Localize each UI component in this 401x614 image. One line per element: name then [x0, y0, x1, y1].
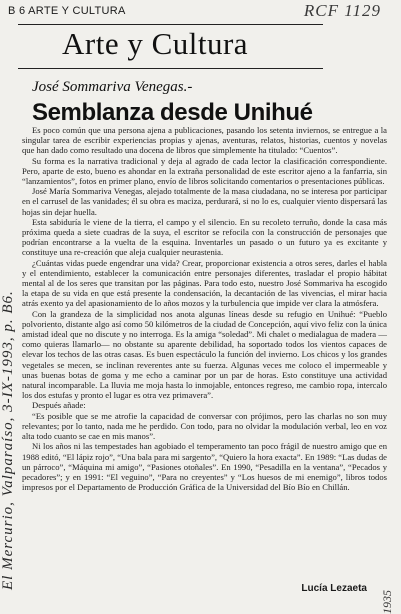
paragraph: ¿Cuántas vidas puede engendrar una vida? Crear, proporcionar existencia a otros seres, darles el habla y el entendimiento, establecer la comunicación entre personajes diferentes, trasladar el propio hábitat mental al de los seres que transitan por las páginas. Para todo esto, nuestro José Sommariva ha escogido la etapa de su vida en que está presente la condensación, la decantación de las vivencias, el mirar hacia atrás exento ya del apasionamiento de lo años mozos y la turbulencia que impide ver clara la atmósfera.: [22, 257, 387, 309]
handwritten-corner-number: 1935: [380, 590, 394, 614]
section-label: B 6 ARTE Y CULTURA: [8, 5, 126, 17]
author-signature: Lucía Lezaeta: [301, 583, 367, 594]
paragraph: José María Sommariva Venegas, alejado totalmente de la masa ciudadana, no se interesa por participar en el carrusel de las vanidades; él su obra es maciza, perdurará, si no lo es, cualquier viento dispersará las hojas sin dejar huella.: [22, 186, 387, 217]
page-header: [8, 3, 393, 21]
banner-rule-bottom: [18, 68, 323, 69]
paragraph: “Es posible que se me atrofie la capacidad de conversar con prójimos, pero las charlas no son muy relevantes; por lo tanto, nada me he perdido. Con todo, para no olvidar la modulación verbal, leo en voz alta todo cuanto se cae en mis manos”.: [22, 410, 387, 442]
paragraph: Con la grandeza de la simplicidad nos anota algunas líneas desde su refugio en Unihué: “Pueblo polvoriento, distante algo así como 50 kilómetros de la ciudad de Concepción, aquí vivo feliz con la única amistad ideal que no discute y no interroga. Es la amiga “soledad”. Mi chalet o medialagua de madera —como quieras llamarlo— no obstante su aparente debilidad, ha soportado todos los vientos capaces de elevar los techos de las otras casas. Es buen espectáculo la función del invierno. Los chicos y los grandes vegetales se mecen, se inclinan reverentes ante su fuerza. Algunas veces me coloco el impermeable y unas buenas botas de goma y me echo a caminar por un par de horas. Esto constituye una actividad natural incomparable. La lluvia me moja hasta lo inmojable, entonces regreso, me cambio ropa, intercalo los dos estufas y pronto el lugar es otra vez primavera”.: [22, 308, 387, 401]
paragraph: Su forma es la narrativa tradicional y deja al agrado de cada lector la clasificación correspondiente. Pero, aparte de esto, bueno es ahondar en la extraña personalidad de este escritor ajeno a la fanfarria, sin “lanzamientos”, fotos en primer plano, envío de libros solicitando comentarios o presentaciones públicas.: [22, 155, 387, 187]
paragraph: Es poco común que una persona ajena a publicaciones, pasando los setenta inviernos, se entregue a la singular tarea de escribir experiencias propias y ajenas, aventuras, relatos, historias, cuentos y novelas que han dado como resultado una docena de libros que simplemente ha titulado: “Cuentos”.: [22, 125, 387, 156]
section-banner: Arte y Cultura: [62, 26, 249, 61]
archive-code-handwritten: RCF 1129: [303, 1, 381, 20]
banner-rule-top: [18, 24, 323, 25]
article-body: [22, 125, 387, 577]
byline: José Sommariva Venegas.-: [32, 79, 193, 95]
headline: Semblanza desde Unihué: [32, 99, 313, 126]
paragraph: Esta sabiduría le viene de la tierra, el campo y el silencio. En su recoleto terruño, donde la casa más próxima queda a siete cuadras de la suya, el escritor se refocila con la construcción de personajes que podrían encontrarse a la vuelta de la esquina. Inventarles un pasado o un futuro ya es excitante y constituye una re-creación que aleja cualquier neurastenia.: [22, 216, 387, 258]
paragraph: Ni los años ni las tempestades han agobiado el temperamento tan poco frágil de nuestro amigo que en 1988 editó, “El lápiz rojo”, “Una bala para mi sargento”, “Quiero la hora exacta”. En 1989: “Las dudas de un párroco”, “Máquina mi amigo”, “Pasiones otoñales”. En 1990, “Pesadilla en la ventana”, “Pecados y pecadores”; y en 1991: “El veguino”, “Para no creyentes” y “Los huesos de mi enemigo”, libros todos impresos por el Departamento de Producción Gráfica de la Universidad del Bío Bío en Chillán.: [22, 441, 387, 493]
handwritten-margin-citation: El Mercurio, Valparaíso, 3-IX-1993, p. B6.: [0, 290, 16, 590]
paragraph: Después añade:: [32, 400, 86, 411]
